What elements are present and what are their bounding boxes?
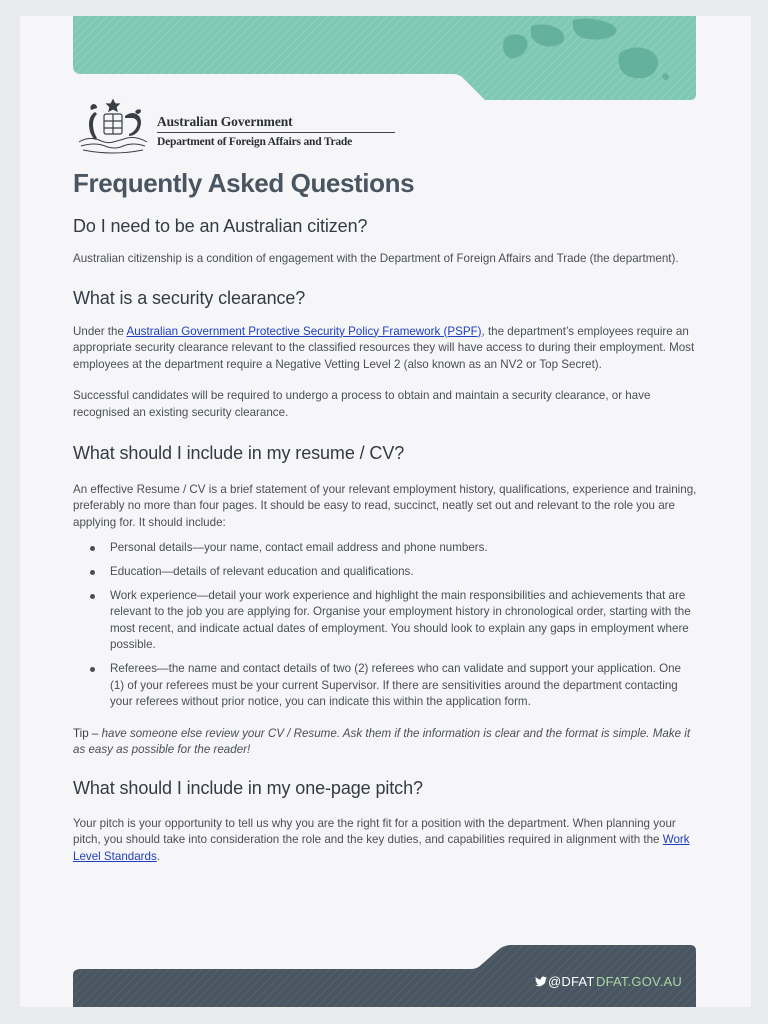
- header-map-banner: [73, 16, 696, 100]
- footer-twitter-handle[interactable]: [535, 974, 594, 989]
- document-page: [20, 16, 751, 1007]
- clearance-prefix: Under the: [73, 324, 127, 338]
- gov-name: Australian Government: [157, 114, 293, 129]
- faq-content: [73, 168, 698, 866]
- list-item: [73, 540, 698, 557]
- pspf-link[interactable]: Australian Government Protective Security Policy Framework (PSPF): [126, 324, 482, 338]
- bullet-icon: [90, 667, 95, 672]
- faq-heading-resume: What should I include in my resume / CV?: [73, 442, 405, 463]
- twitter-handle-text: @DFAT: [548, 974, 595, 989]
- bullet-icon: [90, 570, 95, 575]
- list-item: [73, 564, 698, 581]
- list-item: [73, 661, 698, 711]
- clearance-suffix: , the department’s employees require an appropriate security clearance relevant to the classified resources they will have access to during their employment. Most employees at the department require a Negative Vetting Level 2 (also known as an NV2 or Top Secret).: [73, 324, 695, 371]
- list-item-text: Education—details of relevant education and qualifications.: [110, 564, 414, 578]
- faq-body-resume: An effective Resume / CV is a brief statement of your relevant employment history, qualifications, experience and training, preferably no more than four pages. It should be easy to read, succinct, neatly set out and relevant to the role you are applying for. It should include:: [73, 482, 697, 529]
- faq-heading-clearance: What is a security clearance?: [73, 287, 306, 308]
- pitch-suffix: .: [156, 850, 161, 864]
- list-item-text: Work experience—detail your work experience and highlight the main responsibilities and achievements that are relevant to the job you are applying for. Organise your employment history in chronological order, starting with the most recent, and indicate actual dates of employment. You should look to explain any gaps in employment where possible.: [110, 588, 691, 652]
- faq-body-clearance-2: Successful candidates will be required to undergo a process to obtain and maintain a security clearance, or have recognised an existing security clearance.: [73, 389, 651, 419]
- tip-label: Tip –: [73, 726, 99, 740]
- list-item-text: Personal details—your name, contact email address and phone numbers.: [110, 541, 488, 555]
- resume-bullet-list: [73, 540, 698, 710]
- footer-website-link[interactable]: DFAT.GOV.AU: [596, 974, 683, 989]
- work-level-standards-link[interactable]: Work Level Standards: [73, 833, 690, 864]
- resume-tip: [73, 726, 698, 759]
- faq-body-pitch: [73, 816, 698, 866]
- tip-text: have someone else review your CV / Resume. Ask them if the information is clear and the format is simple. Make it as easy as possible for the reader!: [73, 726, 691, 757]
- bullet-icon: [90, 546, 95, 551]
- twitter-bird-icon: [535, 976, 547, 987]
- coat-of-arms-icon: [73, 98, 153, 156]
- faq-body-citizen: Australian citizenship is a condition of engagement with the Department of Foreign Affairs and Trade (the department).: [73, 252, 679, 265]
- list-item: [73, 588, 698, 654]
- logo-divider: [157, 132, 395, 133]
- list-item-text: Referees—the name and contact details of two (2) referees who can validate and support your application. One (1) of your referees must be your current Supervisor. If there are sensitivities around the department contacting your referees without prior notice, you can indicate this within the application form.: [110, 661, 681, 709]
- gov-logo-block: [73, 98, 403, 156]
- dept-name: Department of Foreign Affairs and Trade: [157, 136, 353, 148]
- pitch-prefix: Your pitch is your opportunity to tell us why you are the right fit for a position with the department. When planning your pitch, you should take into consideration the role and the key duties, and capabilities required in alignment with the: [73, 816, 676, 847]
- bullet-icon: [90, 594, 95, 599]
- faq-heading-pitch: What should I include in my one-page pitch?: [73, 777, 423, 798]
- page-title: Frequently Asked Questions: [73, 168, 415, 198]
- faq-body-clearance: [73, 324, 698, 374]
- faq-heading-citizen: Do I need to be an Australian citizen?: [73, 216, 368, 236]
